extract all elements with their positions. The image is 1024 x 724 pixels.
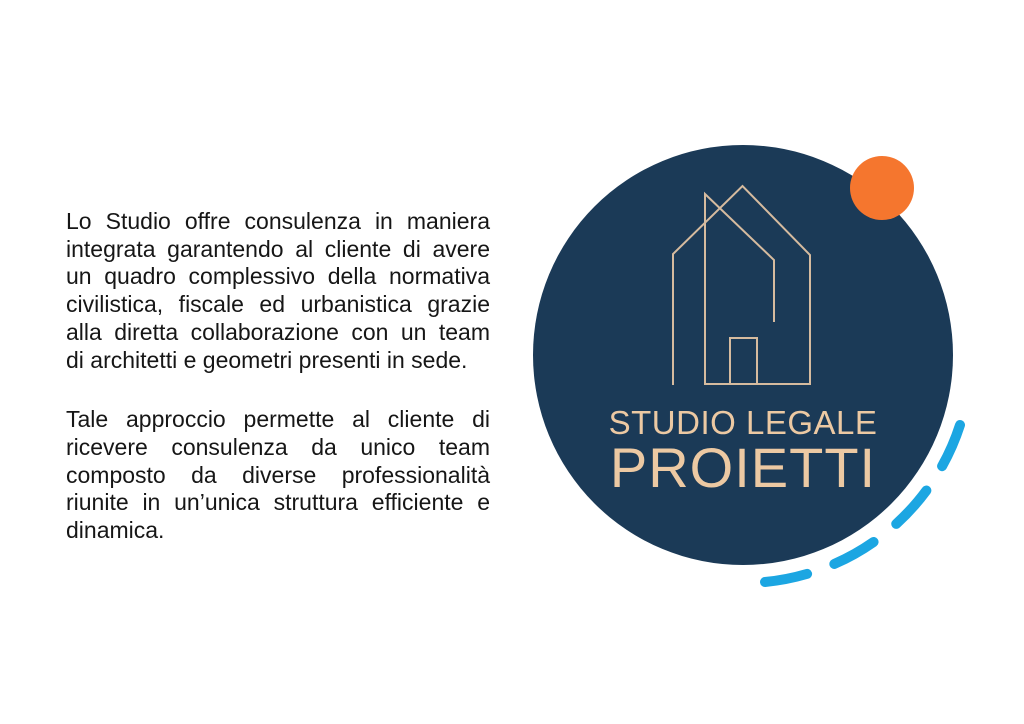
text-line: Tale approccio permette al cliente di: [66, 406, 490, 433]
text-line: ricevere consulenza da unico team: [66, 433, 490, 460]
text-line: un quadro complessivo della normativa: [66, 263, 490, 290]
text-line: Lo Studio offre consulenza in maniera: [66, 208, 490, 234]
text-line: alla diretta collaborazione con un team: [66, 318, 490, 345]
text-line: dinamica.: [66, 517, 165, 544]
logo-wordmark-line1: STUDIO LEGALE: [608, 404, 878, 441]
text-line: riunite in un’unica struttura efficiente e: [66, 489, 490, 516]
logo-wordmark-line2: PROIETTI: [609, 436, 877, 499]
text-line: composto da diverse professionalità: [66, 461, 490, 488]
orange-dot-accent: [850, 156, 914, 220]
text-line: di architetti e geometri presenti in sede.: [66, 346, 468, 373]
text-line: civilistica, fiscale ed urbanistica grazie: [66, 291, 490, 318]
text-line: integrata garantendo al cliente di avere: [66, 235, 490, 262]
